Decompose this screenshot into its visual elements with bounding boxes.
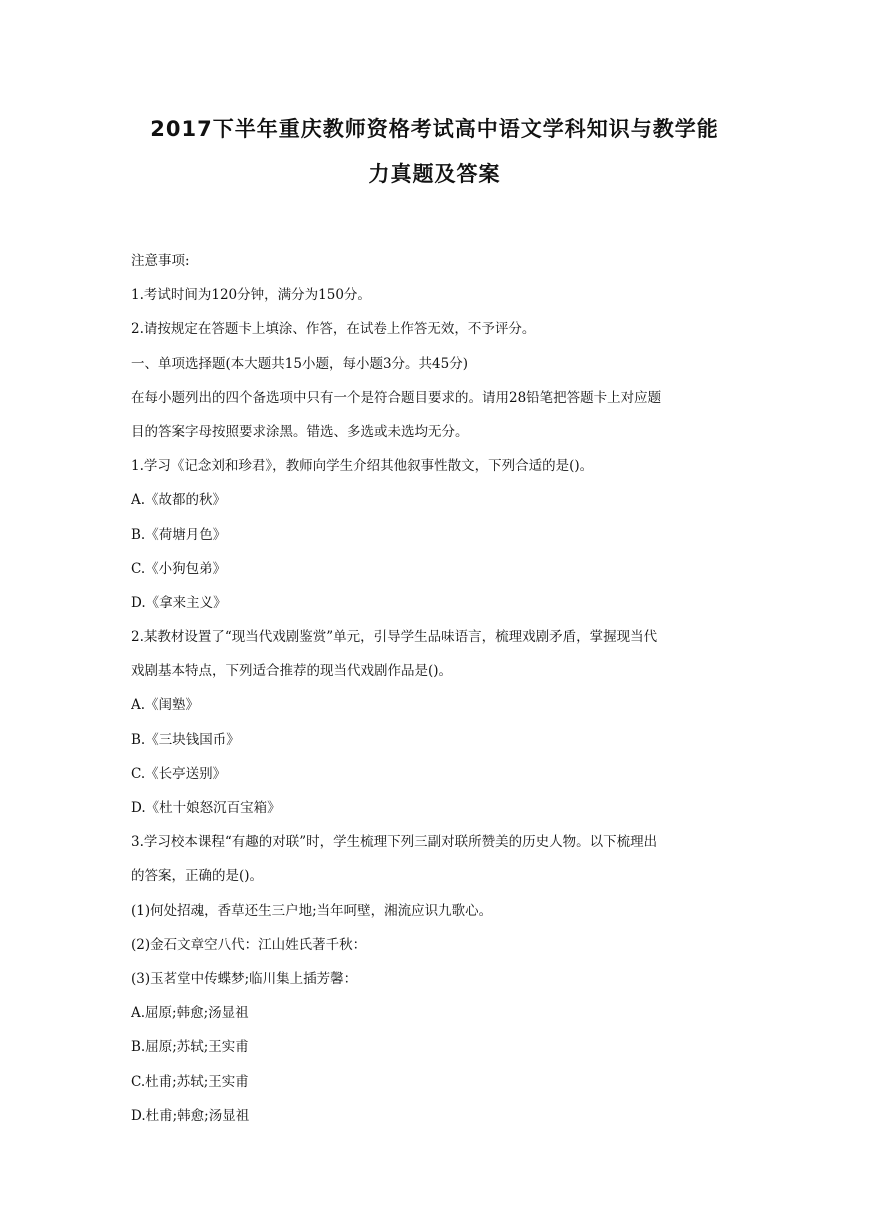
question-option: C.《小狗包弟》 (131, 560, 227, 577)
question-stem: 戏剧基本特点，下列适合推荐的现当代戏剧作品是()。 (131, 663, 453, 680)
couplet-line: (1)何处招魂，香草还生三户地;当年呵壁，湘流应识九歌心。 (131, 902, 493, 919)
section-instruction: 目的答案字母按照要求涂黑。错选、多选或未选均无分。 (131, 423, 469, 440)
notes-item-1: 1.考试时间为120分钟，满分为150分。 (131, 287, 371, 304)
question-stem: 1.学习《记念刘和珍君》，教师向学生介绍其他叙事性散文，下列合适的是()。 (131, 458, 594, 475)
notes-heading: 注意事项: (131, 253, 190, 269)
couplet-line: (3)玉茗堂中传蝶梦;临川集上插芳馨： (131, 970, 358, 987)
question-stem: 3.学习校本课程“有趣的对联”时，学生梳理下列三副对联所赞美的历史人物。以下梳理出 (131, 834, 658, 851)
question-option: A.《故都的秋》 (131, 492, 227, 509)
notes-item-2: 2.请按规定在答题卡上填涂、作答，在试卷上作答无效，不予评分。 (131, 321, 536, 338)
question-option: A.《闺塾》 (131, 697, 200, 714)
document-title-line-2: 力真题及答案 (368, 162, 501, 186)
question-option: C.杜甫;苏轼;王实甫 (131, 1073, 249, 1090)
question-stem: 2.某教材设置了“现当代戏剧鉴赏”单元，引导学生品味语言，梳理戏剧矛盾，掌握现当代 (131, 629, 658, 646)
document-title-line-1: 2017下半年重庆教师资格考试高中语文学科知识与教学能 (150, 117, 719, 141)
question-option: A.屈原;韩愈;汤显祖 (131, 1005, 249, 1022)
question-option: B.屈原;苏轼;王实甫 (131, 1039, 249, 1056)
question-option: D.《杜十娘怒沉百宝箱》 (131, 800, 281, 816)
question-stem: 的答案，正确的是()。 (131, 868, 264, 885)
question-3 (131, 825, 751, 1133)
section-heading: 一、单项选择题(本大题共15小题，每小题3分。共45分) (131, 355, 468, 372)
question-1 (131, 449, 751, 620)
question-option: C.《长亭送别》 (131, 765, 227, 782)
question-option: B.《三块钱国币》 (131, 731, 240, 748)
question-option: D.《拿来主义》 (131, 594, 227, 611)
question-option: B.《荷塘月色》 (131, 526, 227, 543)
question-option: D.杜甫;韩愈;汤显祖 (131, 1107, 250, 1124)
document-body (131, 244, 751, 1133)
section-instruction: 在每小题列出的四个备选项中只有一个是符合题目要求的。请用28铅笔把答题卡上对应题 (131, 389, 662, 406)
question-2 (131, 620, 751, 825)
couplet-line: (2)金石文章空八代：江山姓氏著千秋： (131, 936, 367, 953)
